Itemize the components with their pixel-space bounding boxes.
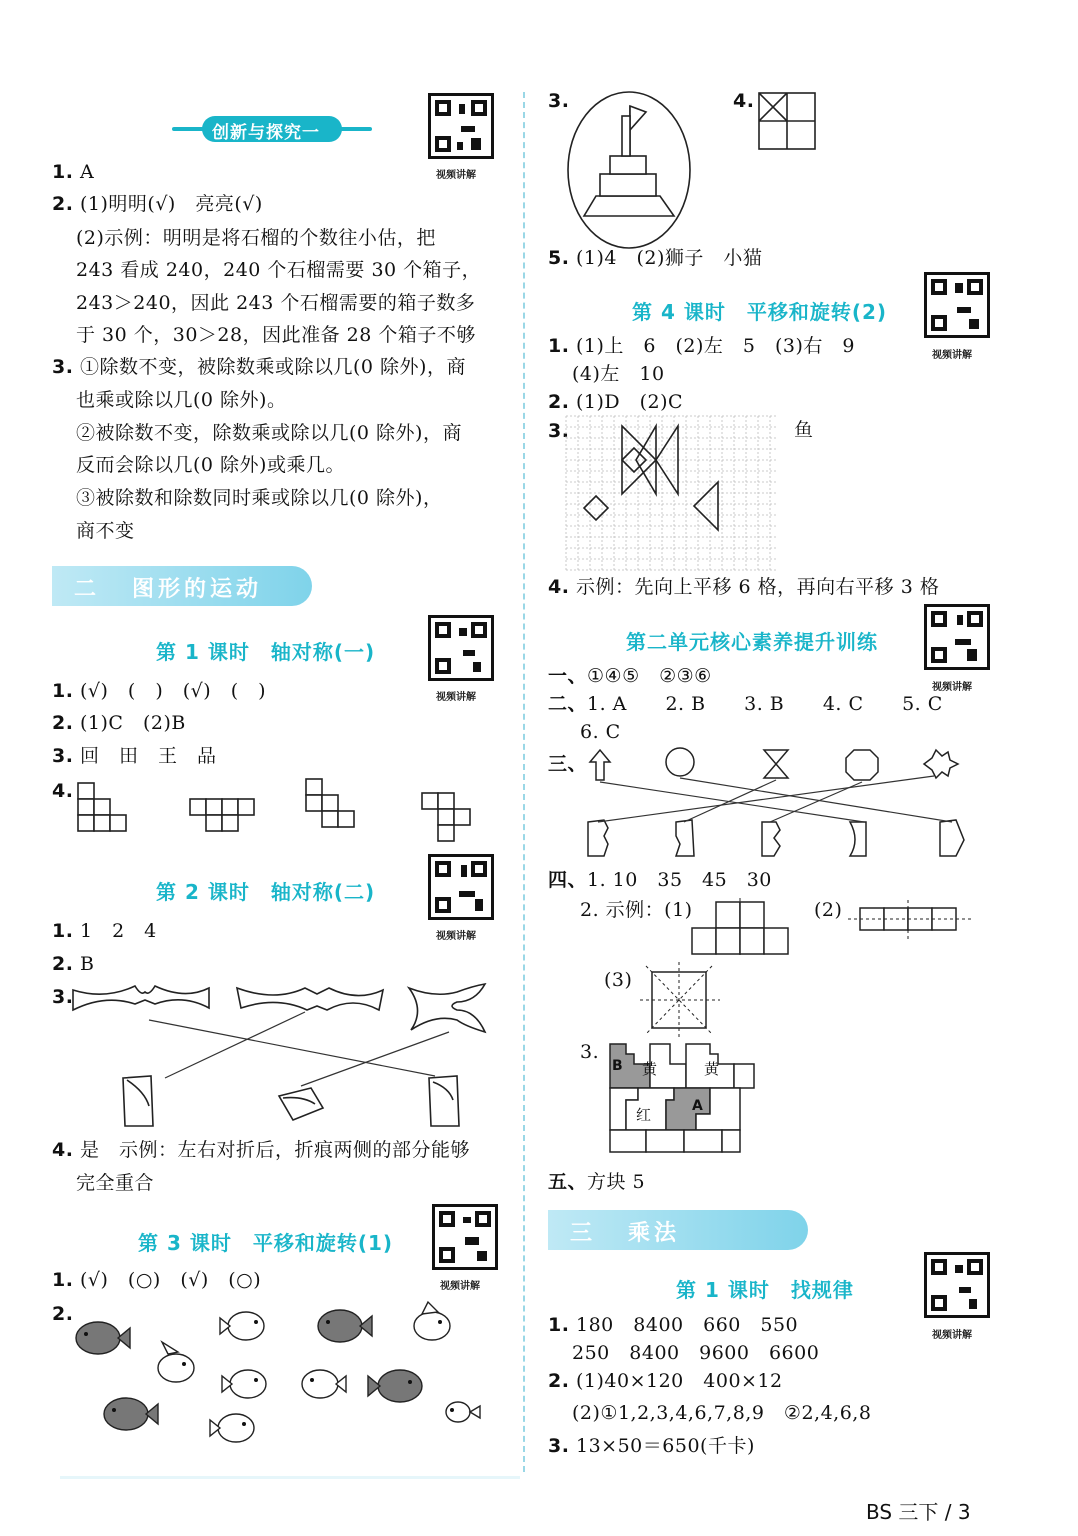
puzzle-pieces-figure xyxy=(606,1040,756,1156)
qr-code[interactable] xyxy=(428,854,494,920)
qr-caption: 视频讲解 xyxy=(440,1281,480,1292)
l2-q4-line1: 4. 是 示例：左右对折后，折痕两侧的部分能够 xyxy=(52,1139,471,1161)
r-q5: 5. (1)4 (2)狮子 小猫 xyxy=(548,247,763,269)
symmetric-shape-1 xyxy=(688,898,794,958)
q2-line1: 2. (1)明明(√) 亮亮(√) xyxy=(52,193,263,215)
qr-caption: 视频讲解 xyxy=(436,931,476,942)
rev-part4-q2: 2. 示例：(1) xyxy=(580,899,693,921)
qr-caption: 视频讲解 xyxy=(436,170,476,181)
q3-line3: ②被除数不变，除数乘或除以几(0 除外)，商 xyxy=(76,422,462,444)
l3-q2: 2. xyxy=(52,1303,74,1325)
l2-q1: 1. 1 2 4 xyxy=(52,920,157,942)
lesson-title: 第 1 课时 找规律 xyxy=(676,1278,854,1302)
l2-q4-line2: 完全重合 xyxy=(76,1172,155,1194)
l2-q2: 2. B xyxy=(52,953,95,975)
lesson-title: 第 2 课时 轴对称(二) xyxy=(156,880,376,904)
cube-net-figures xyxy=(70,775,510,850)
l1-q1: 1. (√) ( ) (√) ( ) xyxy=(52,680,267,702)
rev-part4-q2c: (3) xyxy=(604,969,633,991)
r-q4: 4. xyxy=(733,90,755,112)
l1-q4: 4. xyxy=(52,780,74,802)
rev-part1: 一、①④⑤ ②③⑥ xyxy=(548,665,712,687)
q2-line5: 于 30 个，30＞28，因此准备 28 个箱子不够 xyxy=(76,324,476,346)
shape-matching-figure xyxy=(584,746,984,868)
q3-line1: 3. ①除数不变，被除数乘或除以几(0 除外)，商 xyxy=(52,356,466,378)
l3-q1: 1. (√) (○) (√) (○) xyxy=(52,1269,262,1291)
lesson-title: 第二单元核心素养提升训练 xyxy=(626,630,878,654)
rev-part2-item6: 6. C xyxy=(580,721,621,743)
q3-line2: 也乘或除以几(0 除外)。 xyxy=(76,389,287,411)
q2-line3: 243 看成 240，240 个石榴需要 30 个箱子， xyxy=(76,259,482,281)
qr-code[interactable] xyxy=(428,615,494,681)
puzzle-label-yellow-2: 黄 xyxy=(704,1060,720,1078)
qr-caption: 视频讲解 xyxy=(932,350,972,361)
l1-q3: 3. 回 田 王 品 xyxy=(52,745,217,767)
unit-banner: 二 图形的运动 xyxy=(52,566,312,606)
qr-code[interactable] xyxy=(924,1252,990,1318)
puzzle-label-a: A xyxy=(692,1098,703,1114)
u3-q1-line2: 250 8400 9600 6600 xyxy=(572,1342,820,1364)
l2-q3: 3. xyxy=(52,986,74,1008)
boat-in-oval-figure xyxy=(566,90,692,250)
grid-translation-figure xyxy=(566,416,778,572)
footer-bar xyxy=(60,1476,520,1479)
rev-part5: 五、方块 5 xyxy=(548,1171,646,1193)
rev-part4-q2b: (2) xyxy=(814,899,843,921)
qr-code[interactable] xyxy=(428,93,494,159)
qr-caption: 视频讲解 xyxy=(436,692,476,703)
section-title: 创新与探究一 xyxy=(212,123,320,143)
column-divider xyxy=(523,92,525,1472)
square-x-figure xyxy=(758,92,818,150)
l4-q4: 4. 示例：先向上平移 6 格，再向右平移 3 格 xyxy=(548,576,940,598)
lesson-title: 第 4 课时 平移和旋转(2) xyxy=(632,300,888,324)
u3-q2-line1: 2. (1)40×120 400×12 xyxy=(548,1370,783,1392)
u3-q1-line1: 1. 180 8400 660 550 xyxy=(548,1314,799,1336)
l1-q2: 2. (1)C (2)B xyxy=(52,712,186,734)
paper-cut-matching-figure xyxy=(65,980,505,1130)
rev-part2: 二、1. A 2. B 3. B 4. C 5. C xyxy=(548,693,943,715)
section-title-pill xyxy=(172,116,372,142)
lesson-title: 第 3 课时 平移和旋转(1) xyxy=(138,1231,394,1255)
grid-lines xyxy=(566,416,776,570)
unit-banner: 三 乘法 xyxy=(548,1210,808,1250)
qr-code[interactable] xyxy=(924,272,990,338)
l4-q1-line1: 1. (1)上 6 (2)左 5 (3)右 9 xyxy=(548,335,856,357)
u3-q3: 3. 13×50＝650(千卡) xyxy=(548,1435,755,1457)
qr-caption: 视频讲解 xyxy=(932,682,972,693)
r-q3: 3. xyxy=(548,90,570,112)
puzzle-label-red: 红 xyxy=(636,1106,652,1124)
l4-q3: 3. xyxy=(548,420,570,442)
q2-line2: (2)示例：明明是将石榴的个数往小估，把 xyxy=(76,227,436,249)
rev-part3: 三、 xyxy=(548,753,588,775)
q1-line: 1. A xyxy=(52,161,95,183)
q3-line5: ③被除数和除数同时乘或除以几(0 除外)， xyxy=(76,487,443,509)
q2-line4: 243＞240，因此 243 个石榴需要的箱子数多 xyxy=(76,292,476,314)
puzzle-label-b: B xyxy=(612,1058,623,1074)
l4-q2: 2. (1)D (2)C xyxy=(548,391,684,413)
fish-illustration xyxy=(70,1298,500,1448)
page-footer: BS 三下 / 3 xyxy=(866,1500,971,1524)
symmetric-shape-2 xyxy=(848,900,974,940)
qr-code[interactable] xyxy=(924,604,990,670)
q3-line6: 商不变 xyxy=(76,520,135,542)
lesson-title: 第 1 课时 轴对称(一) xyxy=(156,640,376,664)
l4-q3-label: 鱼 xyxy=(794,419,814,441)
puzzle-label-yellow: 黄 xyxy=(642,1060,658,1078)
u3-q2-line2: (2)①1,2,3,4,6,7,8,9 ②2,4,6,8 xyxy=(572,1402,872,1424)
rev-part4-q3: 3. xyxy=(580,1041,600,1063)
rev-part4-q1: 四、1. 10 35 45 30 xyxy=(548,869,772,891)
qr-code[interactable] xyxy=(432,1204,498,1270)
q3-line4: 反而会除以几(0 除外)或乘几。 xyxy=(76,454,345,476)
l4-q1-line2: (4)左 10 xyxy=(572,363,665,385)
qr-caption: 视频讲解 xyxy=(932,1330,972,1341)
symmetric-square-3 xyxy=(640,962,720,1040)
